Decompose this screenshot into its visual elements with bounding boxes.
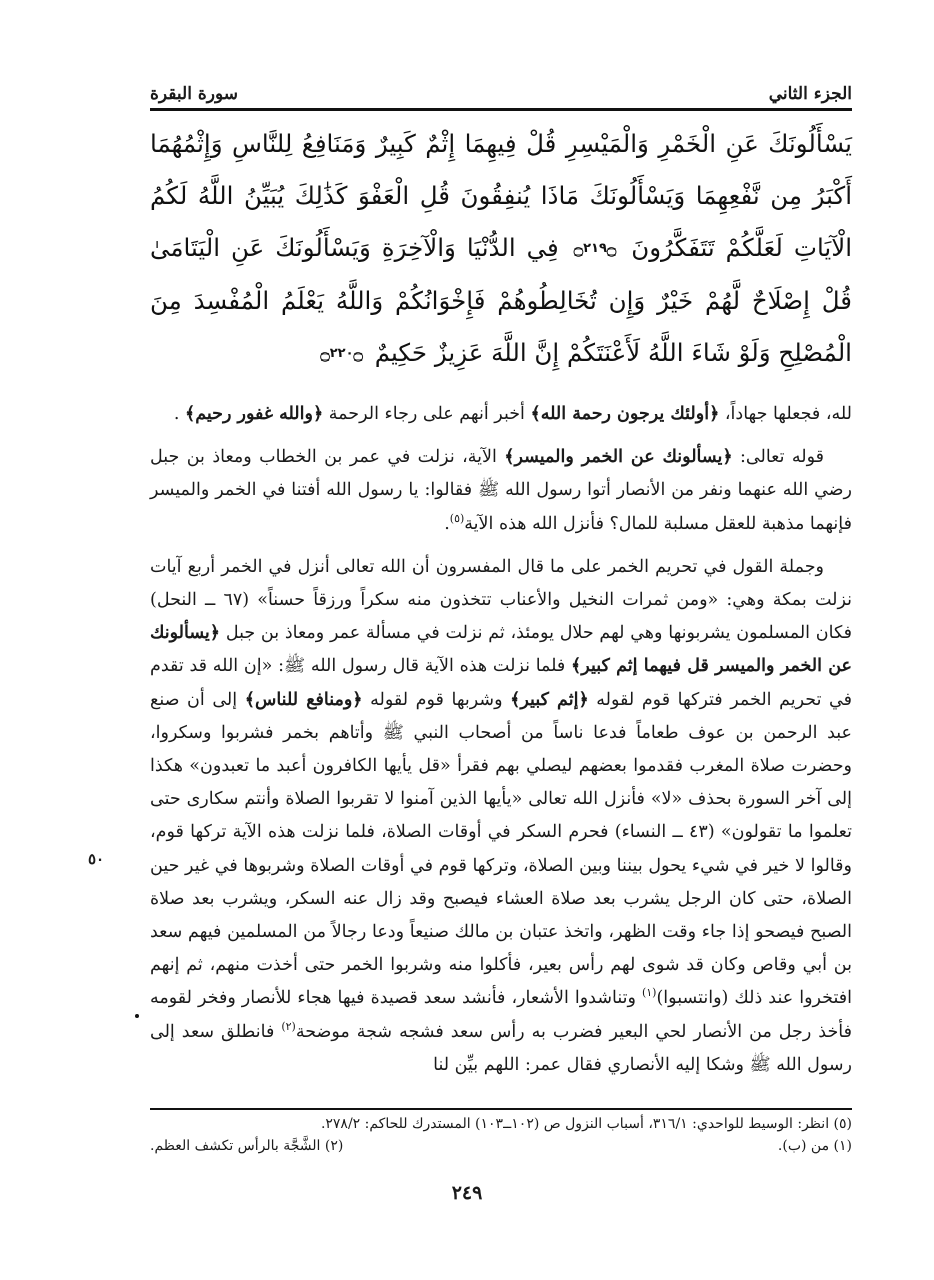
text-run: . bbox=[444, 513, 450, 534]
verse-line: أَكْبَرُ مِن نَّفْعِهِمَا وَيَسْأَلُونَكَ مَاذَا يُنفِقُونَ قُلِ الْعَفْوَ كَذَٰلِكَ يُبَيِّنُ اللَّهُ لَكُمُ الْآيَاتِ bbox=[150, 181, 853, 262]
footnote: (١) من (ب). bbox=[777, 1138, 852, 1154]
text-run: وتناشدوا الأشعار، فأنشد سعد قصيدة فيها هجاء للأنصار وفخر لقومه فأخذ رجل من الأنصار لحي البعير فضرب به رأس سعد فشجه شجة موضحة bbox=[150, 988, 852, 1042]
verse-number-marker bbox=[316, 328, 367, 380]
quoted-verse: ﴿والله غفور رحيم﴾ bbox=[185, 404, 324, 424]
verse-line: لَأَعْنَتَكُمْ إِنَّ اللَّهَ عَزِيزٌ حَكِيمٌ bbox=[374, 338, 641, 367]
margin-dot bbox=[135, 1014, 139, 1018]
quoted-verse: ﴿ومنافع للناس﴾ bbox=[244, 689, 363, 710]
quoted-verse: ﴿يسألونك عن الخمر والميسر قل فيهما إثم كبير﴾ bbox=[150, 623, 852, 677]
paragraph bbox=[150, 551, 852, 1082]
text-run: إلى أن صنع عبد الرحمن بن عوف طعاماً فدعا ناساً من أصحاب النبي ﷺ وأتاهم بخمر فشربوا وسكروا، وحضرت صلاة المغرب فقدموا بعضهم ليصلي بهم فقرأ «قل يأيها الكافرون أعبد ما تعبدون» هكذا إلى آخر السورة بحذف «لا» فأنزل الله تعالى «يأيها الذين آمنوا لا تقربوا الصلاة وأنتم سكارى حتى تعلموا ما تقولون» (٤٣ ــ النساء) فحرم السكر في أوقات الصلاة، فلما نزلت هذه الآية تركها قوم، وقالوا لا خير في شيء يحول بيننا وبين الصلاة، وتركها قوم في أوقات الصلاة وشربوها في غير حين الصلاة، حتى كان الرجل يشرب بعد صلاة العشاء فيصبح وقد زال عنه السكر، ويشرب بعد صلاة الصبح فيصحو إذا جاء وقت الظهر، واتخذ عتبان بن مالك صنيعاً ودعا رجالاً من المسلمين فيهم سعد بن أبي وقاص وكان قد شوى لهم رأس بعير، فأكلوا منه وشربوا الخمر حتى أخذت منهم، ثم إنهم افتخروا عند ذلك (وانتسبوا) bbox=[150, 689, 852, 1009]
quoted-verse: ﴿إثم كبير﴾ bbox=[510, 689, 589, 710]
footnote-row bbox=[150, 1135, 852, 1157]
commentary-text bbox=[150, 398, 852, 1092]
text-run: . bbox=[173, 404, 185, 424]
verse-number: ۝ ٢٢٠ bbox=[329, 346, 354, 361]
text-run: فانطلق سعد إلى رسول الله ﷺ وشكا إليه الأنصاري فقال عمر: اللهم بيِّن لنا bbox=[150, 1021, 852, 1075]
page-number: ٢٤٩ bbox=[451, 1182, 483, 1204]
verse-line: يَسْأَلُونَكَ عَنِ الْخَمْرِ وَالْمَيْسِرِ قُلْ فِيهِمَا إِثْمٌ كَبِيرٌ وَمَنَافِعُ لِلنَّاسِ وَإِثْمُهُمَا bbox=[150, 129, 852, 158]
verse-number: ۝ ٢١٩ bbox=[583, 241, 607, 256]
verse-number-marker bbox=[570, 223, 621, 275]
footnote-ref: (١) bbox=[641, 986, 657, 1000]
quran-verses bbox=[150, 118, 852, 380]
paragraph bbox=[150, 398, 852, 431]
quoted-verse: ﴿يسألونك عن الخمر والميسر﴾ bbox=[504, 447, 733, 468]
text-run: لله، فجعلها جهاداً، bbox=[719, 404, 852, 424]
header-surah: سورة البقرة bbox=[150, 84, 238, 104]
footnote-rule bbox=[150, 1108, 852, 1110]
footnote-ref: (٢) bbox=[281, 1019, 296, 1033]
running-header bbox=[150, 68, 852, 104]
verse-line: لَعَلَّكُمْ تَتَفَكَّرُونَ bbox=[631, 233, 783, 262]
quoted-verse: ﴿أولئك يرجون رحمة الله﴾ bbox=[530, 404, 720, 424]
text-run: وشربها قوم لقوله bbox=[362, 689, 511, 710]
text-run: أخبر أنهم على رجاء الرحمة bbox=[323, 404, 531, 424]
header-part: الجزء الثاني bbox=[768, 84, 852, 104]
text-run: الآية، نزلت في عمر بن الخطاب ومعاذ بن جبل رضي الله عنهما ونفر من الأنصار أتوا رسول الله ﷺ فقالوا: يا رسول الله أفتنا في الخمر والميسر فإنهما مذهبة للعقل مسلبة للمال؟ فأنزل الله هذه الآية bbox=[150, 447, 852, 534]
text-run: قوله تعالى: bbox=[732, 447, 824, 468]
paragraph bbox=[150, 441, 852, 541]
footnote: (٢) الشَّجَّة بالرأس تكشف العظم. bbox=[150, 1138, 344, 1154]
text-run: وجملة القول في تحريم الخمر على ما قال المفسرون أن الله تعالى أنزل في الخمر أربع آيات نزلت بمكة وهي: «ومن ثمرات النخيل والأعناب تتخذون منه سكراً ورزقاً حسناً» (٦٧ ــ النحل) فكان المسلمون يشربونها وهي لهم حلال يومئذ، ثم نزلت في مسألة عمر ومعاذ بن جبل bbox=[150, 556, 852, 644]
footnote: (٥) انظر: الوسيط للواحدي: ٣١٦/١، أسباب النزول ص (١٠٢ــ١٠٣) المستدرك للحاكم: ٢٧٨/٢. bbox=[320, 1116, 852, 1132]
verse-line: خَيْرٌ وَإِن تُخَالِطُوهُمْ فَإِخْوَانُكُمْ وَاللَّهُ يَعْلَمُ الْمُفْسِدَ مِنَ الْمُصْلِحِ وَلَوْ شَاءَ اللَّهُ bbox=[150, 286, 852, 367]
footnote-ref: (٥) bbox=[449, 511, 465, 525]
margin-folio-mark: ٥٠ bbox=[88, 850, 105, 868]
footnotes bbox=[150, 1113, 852, 1157]
verse-line: فِي الدُّنْيَا وَالْآخِرَةِ وَيَسْأَلُونَكَ عَنِ الْيَتَامَىٰ قُلْ إِصْلَاحٌ لَّهُمْ bbox=[150, 233, 852, 315]
header-rule bbox=[150, 108, 852, 111]
text-run: فلما نزلت هذه الآية قال رسول الله ﷺ: «إن الله قد تقدم في تحريم الخمر فتركها قوم لقوله bbox=[150, 656, 852, 710]
